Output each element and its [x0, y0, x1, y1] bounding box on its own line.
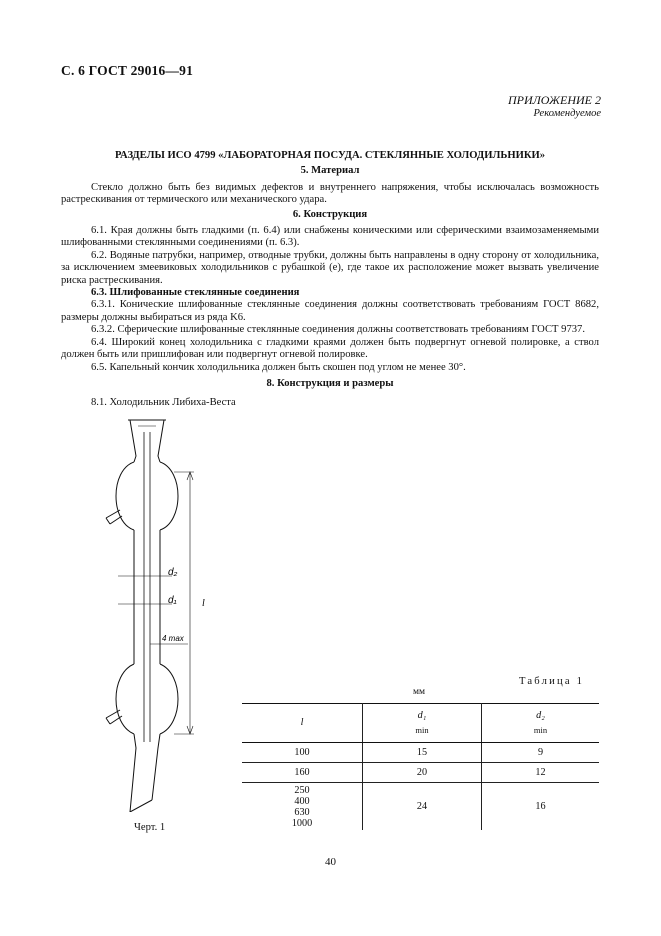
table-header-row	[242, 704, 599, 743]
paragraph-6-5: 6.5. Капельный кончик холодильника должен быть скошен под углом не менее 30°.	[91, 361, 466, 373]
figure-caption: Черт. 1	[134, 822, 166, 833]
document-header: С. 6 ГОСТ 29016—91	[61, 63, 194, 78]
appendix-subtitle: Рекомендуемое	[533, 108, 601, 119]
section-6-3-title: 6.3. Шлифованные стеклянные соединения	[91, 287, 300, 299]
paragraph-6-2: 6.2. Водяные патрубки, например, отводные трубки, должны быть направлены в одну сторону от холодильника, за исключением змеевиковых холодильников с рубашкой (e), где такое их расположение может вызвать увеличение риска растрескивания.	[61, 249, 599, 286]
paragraph-8-1: 8.1. Холодильник Либиха-Веста	[91, 397, 236, 408]
appendix-title: ПРИЛОЖЕНИЕ 2	[508, 93, 601, 107]
header-d2: d₂ min	[482, 704, 600, 743]
label-d2: d₂	[168, 567, 178, 578]
table-row: 250 400 630 1000 24 16	[242, 783, 599, 831]
cell-l-values: 250 400 630 1000	[242, 783, 363, 831]
page-number: 40	[325, 856, 336, 868]
label-4max: 4 max	[162, 634, 184, 643]
paragraph-6-3-1: 6.3.1. Конические шлифованные стеклянные соединения должны соответствовать требованиям ГОСТ 8682, размеры должны выбираться из ряда K6.	[61, 299, 599, 323]
section-5-text: Стекло должно быть без видимых дефектов и внутреннего напряжения, чтобы исключалась возможность растрескивания от термического или механического удара.	[61, 181, 599, 206]
table-row: 100 15 9	[242, 743, 599, 763]
paragraph-6-3-2: 6.3.2. Сферические шлифованные стеклянные соединения должны соответствовать требованиям ГОСТ 9737.	[91, 324, 585, 336]
paragraph-6-1: 6.1. Края должны быть гладкими (п. 6.4) или снабжены коническими или сферическими взаимозаменяемыми шлифованными стеклянными соединениями (п. 6.3).	[61, 225, 599, 249]
paragraph-6-4: 6.4. Широкий конец холодильника с гладкими краями должен быть подвергнут огневой полировке, а ствол должен быть или пришлифован или подвергнут огневой полировке.	[61, 336, 599, 361]
document-title: РАЗДЕЛЫ ИСО 4799 «ЛАБОРАТОРНАЯ ПОСУДА. СТЕКЛЯННЫЕ ХОЛОДИЛЬНИКИ»	[114, 150, 546, 161]
table-units: мм	[413, 687, 426, 697]
label-l: l	[202, 598, 205, 609]
section-6-title: 6. Конструкция	[292, 208, 368, 220]
main-text	[61, 150, 599, 394]
dimensions-table	[242, 703, 599, 830]
section-5-title: 5. Материал	[300, 165, 360, 177]
appendix-label	[508, 93, 601, 121]
header-d1: d₁ min	[363, 704, 482, 743]
label-d1: d₁	[168, 595, 177, 606]
table-caption: Таблица 1	[519, 676, 585, 687]
header-l: l	[242, 704, 363, 743]
table-row: 160 20 12	[242, 763, 599, 783]
section-8-title: 8. Конструкция и размеры	[266, 377, 394, 389]
condenser-drawing	[100, 412, 220, 812]
